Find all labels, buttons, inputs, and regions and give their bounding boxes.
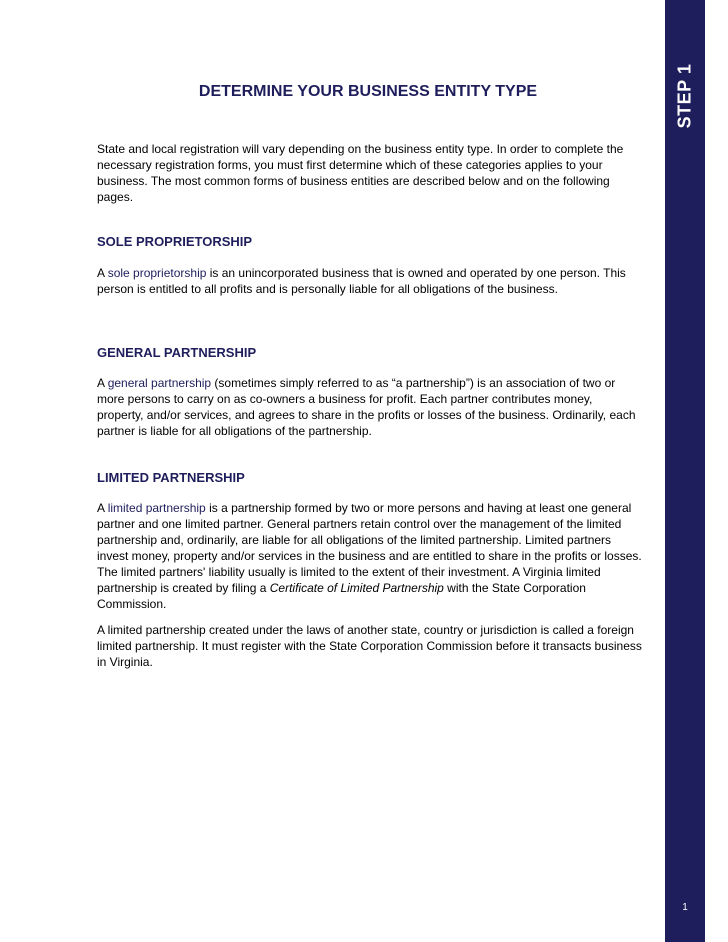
- sole-proprietorship-term: sole proprietorship: [107, 266, 207, 280]
- limited-tail: with the State Corporation Commission.: [97, 581, 586, 611]
- heading-limited-partnership: LIMITED PARTNERSHIP: [97, 470, 245, 485]
- sole-lead: A: [97, 266, 108, 280]
- step-sidebar: [665, 0, 705, 942]
- general-lead: A: [97, 376, 108, 390]
- heading-general-partnership: GENERAL PARTNERSHIP: [97, 345, 257, 360]
- limited-partnership-paragraph: [97, 500, 642, 612]
- limited-partnership-term: limited partnership: [107, 501, 206, 515]
- page-title: DETERMINE YOUR BUSINESS ENTITY TYPE: [198, 83, 538, 100]
- sole-rest: is an unincorporated business that is owned and operated by one person. This person is entitled to all profits and is personally liable for all obligations of the business.: [97, 266, 626, 296]
- limited-rest: is a partnership formed by two or more persons and having at least one general partner and one limited partner. General partners retain control over the management of the limited partnership and, ordinarily, are liable for all obligations of the limited partnership. Limited partners invest money, property and/or services in the business and are entitled to share in the profits or losses. The limited partners' liability usually is limited to the extent of their investment. A Virginia limited partnership is created by filing a: [97, 501, 642, 595]
- page-number: 1: [682, 902, 688, 913]
- general-partnership-term: general partnership: [107, 376, 212, 390]
- general-partnership-paragraph: [97, 375, 642, 439]
- general-rest: (sometimes simply referred to as “a partnership”) is an association of two or more persons to carry on as co-owners a business for profit. Each partner contributes money, property, and/or services, and agrees to share in the profits or losses of the business. Ordinarily, each partner is liable for all obligations of the partnership.: [97, 376, 636, 438]
- sole-proprietorship-paragraph: [97, 265, 642, 297]
- step-label: STEP 1: [674, 63, 695, 129]
- limited-lead: A: [97, 501, 108, 515]
- foreign-limited-partnership-paragraph: A limited partnership created under the laws of another state, country or jurisdiction is called a foreign limited partnership. It must register with the State Corporation Commission before it transacts business in Virginia.: [97, 623, 642, 669]
- certificate-title: Certificate of Limited Partnership: [269, 581, 444, 595]
- heading-sole-proprietorship: SOLE PROPRIETORSHIP: [97, 234, 253, 249]
- intro-paragraph: State and local registration will vary depending on the business entity type. In order to complete the necessary registration forms, you must first determine which of these categories applies to your business. The most common forms of business entities are described below and on the following pages.: [97, 142, 624, 204]
